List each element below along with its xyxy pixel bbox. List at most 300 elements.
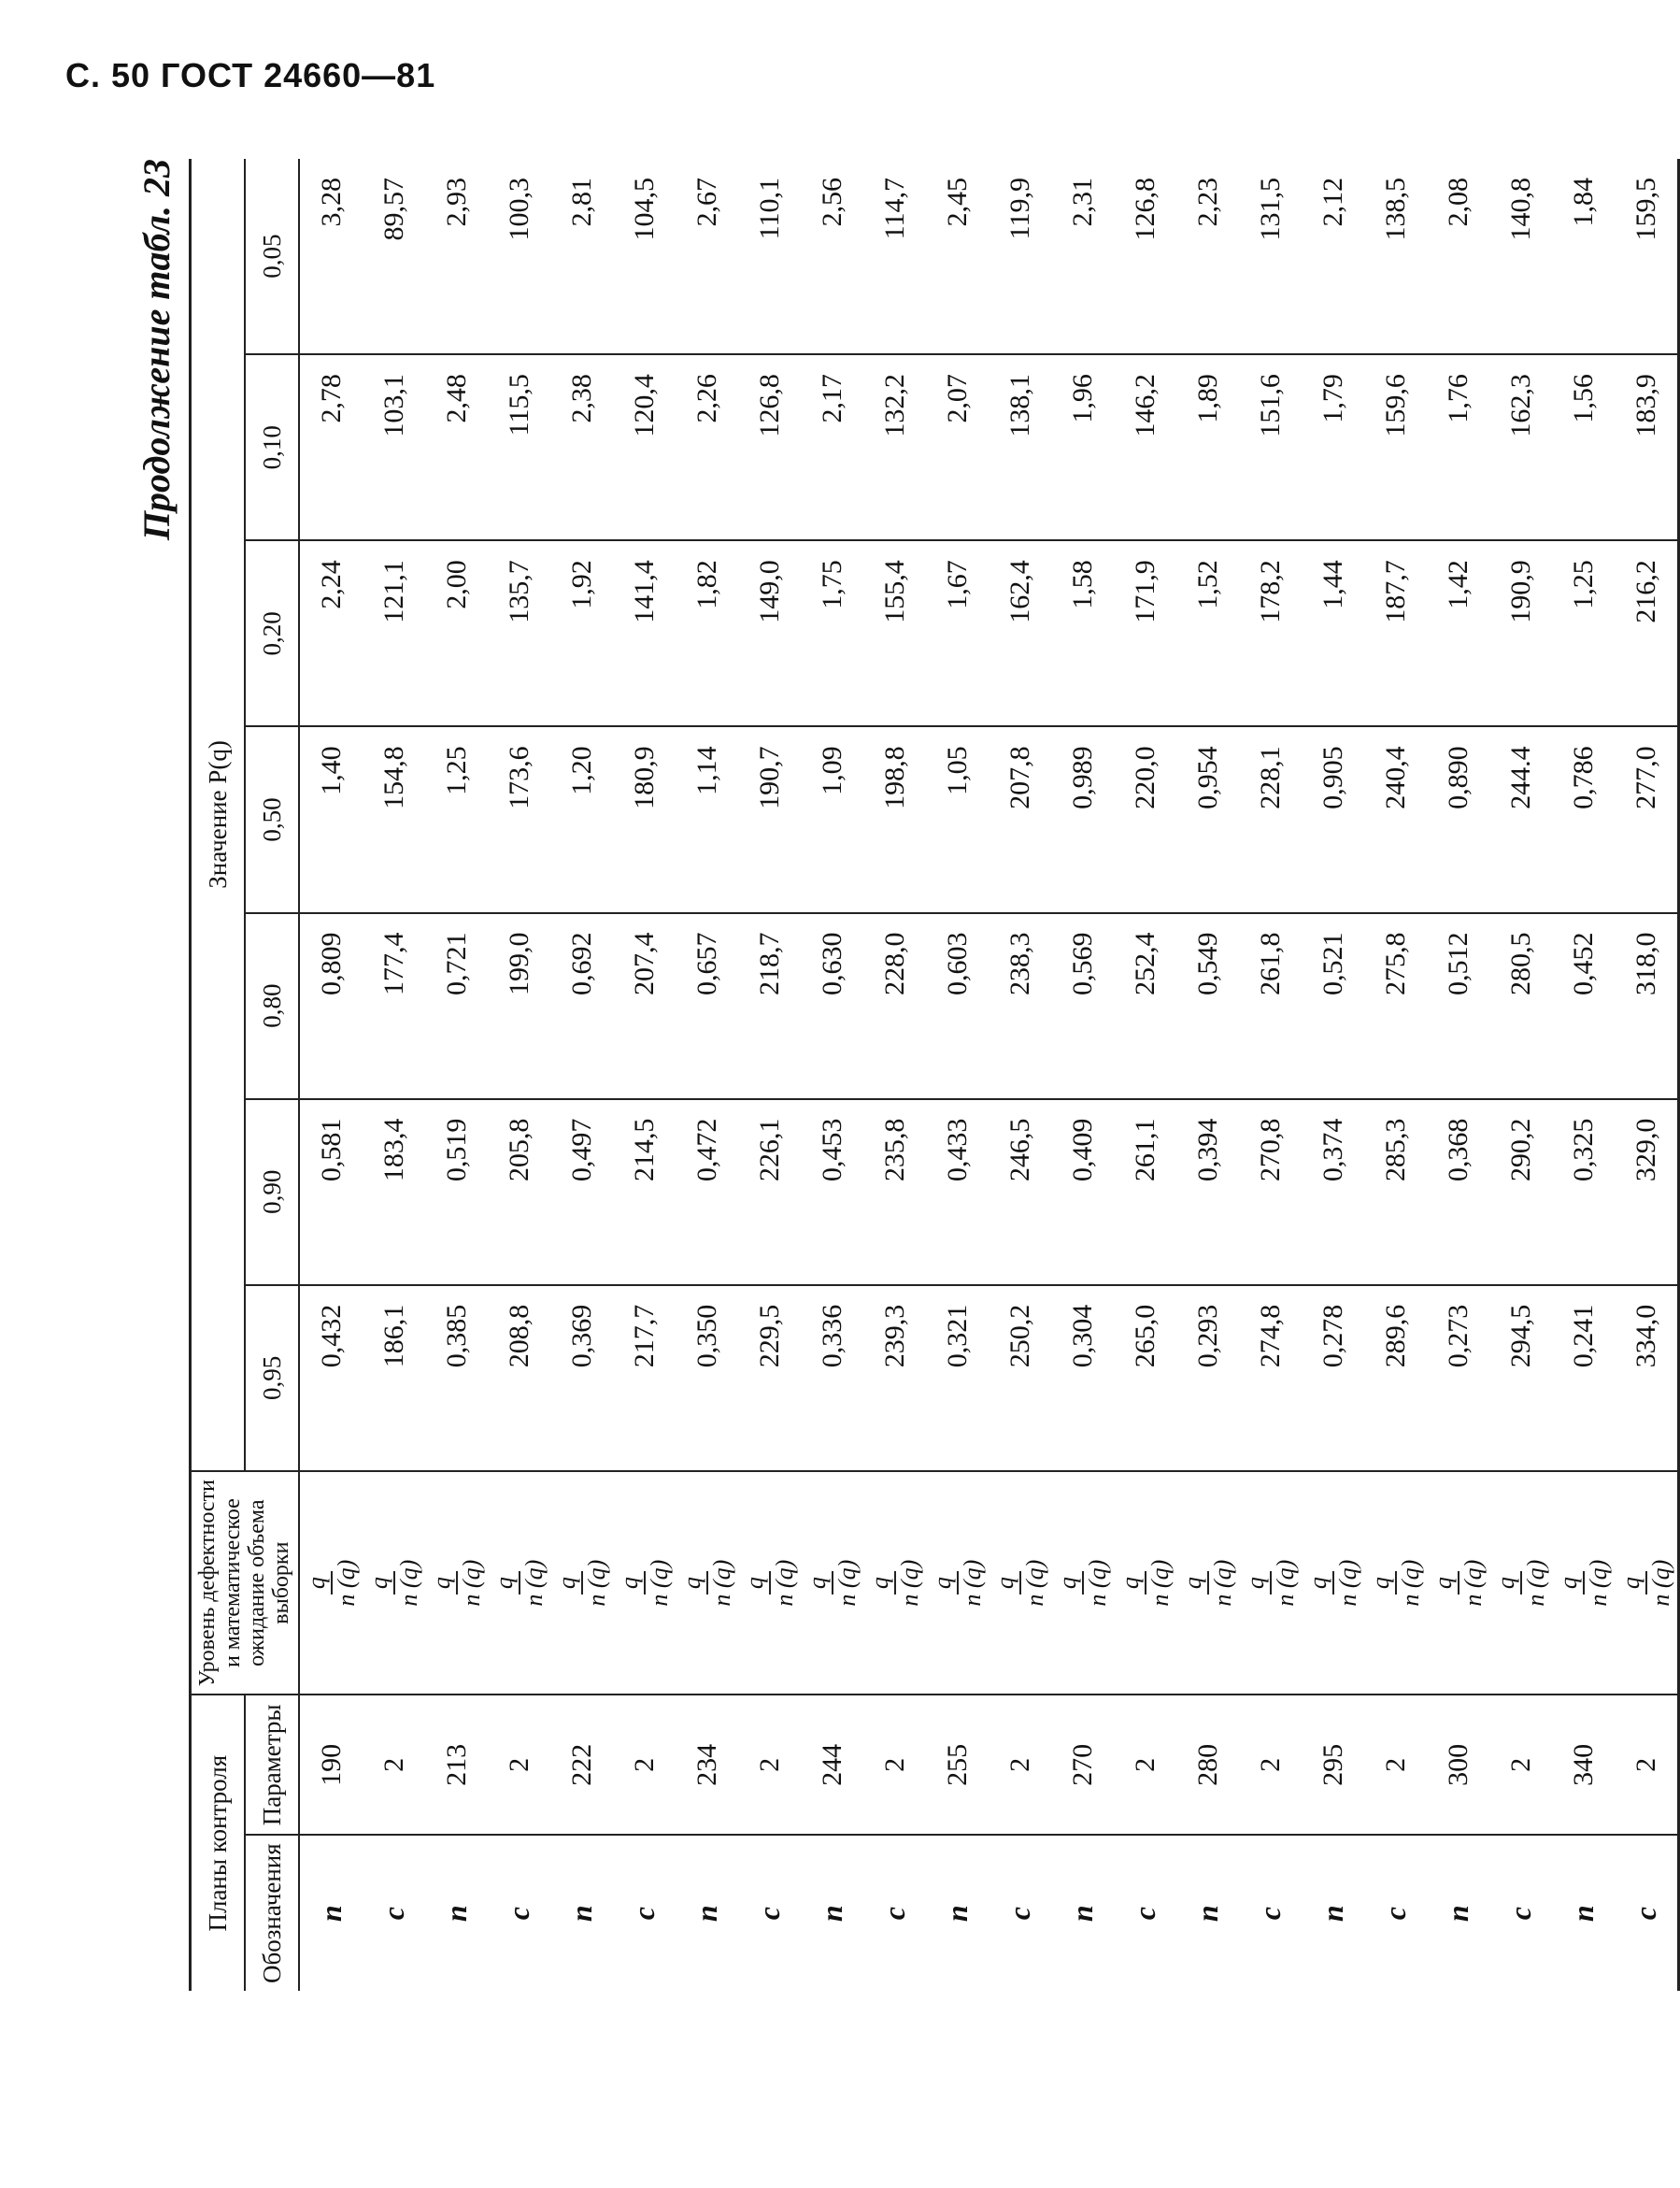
table-row xyxy=(1114,159,1176,1991)
fraction-denominator: n (q) xyxy=(958,1559,986,1607)
value-cell: 140,8 xyxy=(1489,159,1552,354)
value-cell: 131,5 xyxy=(1239,159,1302,354)
value-cell: 0,304 xyxy=(1051,1285,1114,1471)
value-cell: 2,31 xyxy=(1051,159,1114,354)
value-cell: 100,3 xyxy=(488,159,550,354)
designation-cell: n xyxy=(1566,1905,1600,1923)
value-cell: 228,1 xyxy=(1239,726,1302,912)
value-cell: 132,2 xyxy=(863,354,926,540)
value-cell: 173,6 xyxy=(488,726,550,912)
value-cell: 250,2 xyxy=(989,1285,1051,1471)
fraction-numerator: q xyxy=(430,1571,458,1595)
value-cell: 178,2 xyxy=(1239,540,1302,726)
value-cell: 252,4 xyxy=(1114,913,1176,1099)
value-cell: 126,8 xyxy=(1114,159,1176,354)
param-cell: 2 xyxy=(1489,1695,1552,1835)
table-row xyxy=(801,159,863,1991)
level-cell xyxy=(863,1471,926,1695)
value-cell: 114,7 xyxy=(863,159,926,354)
value-cell: 0,905 xyxy=(1302,726,1364,912)
designation-cell: n xyxy=(564,1905,598,1923)
value-cell: 198,8 xyxy=(863,726,926,912)
fraction-numerator: q xyxy=(931,1571,959,1595)
value-cell: 1,58 xyxy=(1051,540,1114,726)
value-cell: 2,17 xyxy=(801,354,863,540)
value-cell: 0,809 xyxy=(299,913,363,1099)
value-cell: 217,7 xyxy=(613,1285,676,1471)
fraction-denominator: n (q) xyxy=(520,1559,548,1607)
value-cell: 1,52 xyxy=(1176,540,1239,726)
designation-cell: n xyxy=(1190,1905,1224,1923)
level-cell xyxy=(676,1471,738,1695)
q-over-nq-fraction xyxy=(1118,1560,1173,1607)
value-cell: 1,40 xyxy=(299,726,363,912)
fraction-numerator: q xyxy=(993,1571,1021,1595)
value-cell: 103,1 xyxy=(363,354,425,540)
designation-cell: c xyxy=(1503,1907,1537,1921)
fraction-denominator: n (q) xyxy=(833,1559,861,1607)
value-cell: 177,4 xyxy=(363,913,425,1099)
param-cell: 2 xyxy=(1364,1695,1427,1835)
value-cell: 274,8 xyxy=(1239,1285,1302,1471)
fraction-denominator: n (q) xyxy=(582,1559,610,1607)
fraction-denominator: n (q) xyxy=(1020,1559,1048,1607)
value-cell: 0,278 xyxy=(1302,1285,1364,1471)
fraction-numerator: q xyxy=(868,1571,896,1595)
value-cell: 1,42 xyxy=(1427,540,1489,726)
value-cell: 0,409 xyxy=(1051,1099,1114,1285)
fraction-numerator: q xyxy=(1557,1571,1585,1595)
fraction-denominator: n (q) xyxy=(1208,1559,1236,1607)
value-cell: 104,5 xyxy=(613,159,676,354)
value-cell: 228,0 xyxy=(863,913,926,1099)
table-row xyxy=(488,159,550,1991)
value-cell: 0,336 xyxy=(801,1285,863,1471)
value-cell: 0,581 xyxy=(299,1099,363,1285)
fraction-numerator: q xyxy=(1056,1571,1084,1595)
designation-cell: c xyxy=(502,1907,535,1921)
value-cell: 318,0 xyxy=(1615,913,1679,1099)
value-cell: 0,630 xyxy=(801,913,863,1099)
value-cell: 0,721 xyxy=(425,913,488,1099)
value-cell: 2,08 xyxy=(1427,159,1489,354)
q-over-nq-fraction xyxy=(492,1560,547,1607)
table-body xyxy=(299,159,1679,1991)
header-p-4: 0,20 xyxy=(245,540,299,726)
value-cell: 1,96 xyxy=(1051,354,1114,540)
q-over-nq-fraction xyxy=(552,1559,610,1607)
value-cell: 1,56 xyxy=(1552,354,1615,540)
designation-cell: n xyxy=(1065,1905,1099,1923)
value-cell: 1,82 xyxy=(676,540,738,726)
param-cell: 2 xyxy=(1615,1695,1679,1835)
value-cell: 159,5 xyxy=(1615,159,1679,354)
header-level: Уровень дефектности и математическое ожидание объема выборки xyxy=(191,1471,300,1695)
value-cell: 1,92 xyxy=(550,540,613,726)
fraction-denominator: n (q) xyxy=(895,1559,923,1607)
q-over-nq-fraction xyxy=(1303,1559,1361,1607)
value-cell: 216,2 xyxy=(1615,540,1679,726)
value-cell: 183,9 xyxy=(1615,354,1679,540)
value-cell: 261,1 xyxy=(1114,1099,1176,1285)
fraction-denominator: n (q) xyxy=(1146,1559,1174,1607)
level-cell xyxy=(1552,1471,1615,1695)
value-cell: 1,79 xyxy=(1302,354,1364,540)
header-p-1: 0,90 xyxy=(245,1099,299,1285)
header-p-2: 0,80 xyxy=(245,913,299,1099)
fraction-numerator: q xyxy=(1181,1571,1209,1595)
value-cell: 183,4 xyxy=(363,1099,425,1285)
value-cell: 149,0 xyxy=(738,540,801,726)
value-cell: 2,23 xyxy=(1176,159,1239,354)
value-cell: 0,452 xyxy=(1552,913,1615,1099)
table-row xyxy=(926,159,989,1991)
param-cell: 2 xyxy=(738,1695,801,1835)
value-cell: 2,81 xyxy=(550,159,613,354)
value-cell: 207,4 xyxy=(613,913,676,1099)
header-values: Значение P(q) xyxy=(191,159,246,1471)
value-cell: 0,350 xyxy=(676,1285,738,1471)
value-cell: 120,4 xyxy=(613,354,676,540)
value-cell: 1,84 xyxy=(1552,159,1615,354)
value-cell: 265,0 xyxy=(1114,1285,1176,1471)
value-cell: 235,8 xyxy=(863,1099,926,1285)
value-cell: 2,26 xyxy=(676,354,738,540)
value-cell: 121,1 xyxy=(363,540,425,726)
value-cell: 1,25 xyxy=(425,726,488,912)
designation-cell: c xyxy=(377,1907,410,1921)
param-cell: 190 xyxy=(299,1695,363,1835)
value-cell: 285,3 xyxy=(1364,1099,1427,1285)
value-cell: 289,6 xyxy=(1364,1285,1427,1471)
value-cell: 239,3 xyxy=(863,1285,926,1471)
value-cell: 334,0 xyxy=(1615,1285,1679,1471)
designation-cell: n xyxy=(690,1905,723,1923)
value-cell: 0,521 xyxy=(1302,913,1364,1099)
param-cell: 244 xyxy=(801,1695,863,1835)
page-header: С. 50 ГОСТ 24660—81 xyxy=(65,56,436,94)
q-over-nq-fraction xyxy=(740,1559,798,1607)
designation-cell: n xyxy=(815,1905,848,1923)
param-cell: 2 xyxy=(863,1695,926,1835)
fraction-numerator: q xyxy=(805,1571,833,1595)
header-p-0: 0,95 xyxy=(245,1285,299,1471)
level-cell xyxy=(1427,1471,1489,1695)
q-over-nq-fraction xyxy=(865,1559,923,1607)
value-cell: 0,394 xyxy=(1176,1099,1239,1285)
q-over-nq-fraction xyxy=(805,1560,860,1607)
header-p-5: 0,10 xyxy=(245,354,299,540)
value-cell: 0,241 xyxy=(1552,1285,1615,1471)
value-cell: 0,786 xyxy=(1552,726,1615,912)
fraction-denominator: n (q) xyxy=(1521,1559,1549,1607)
value-cell: 155,4 xyxy=(863,540,926,726)
value-cell: 3,28 xyxy=(299,159,363,354)
fraction-numerator: q xyxy=(618,1571,646,1595)
value-cell: 1,20 xyxy=(550,726,613,912)
level-cell xyxy=(1302,1471,1364,1695)
level-cell xyxy=(1615,1471,1679,1695)
value-cell: 162,4 xyxy=(989,540,1051,726)
value-cell: 141,4 xyxy=(613,540,676,726)
value-cell: 0,433 xyxy=(926,1099,989,1285)
designation-cell: n xyxy=(1441,1905,1474,1923)
fraction-numerator: q xyxy=(1369,1571,1397,1595)
designation-cell: c xyxy=(877,1907,911,1921)
value-cell: 0,512 xyxy=(1427,913,1489,1099)
fraction-denominator: n (q) xyxy=(645,1559,673,1607)
fraction-denominator: n (q) xyxy=(1083,1559,1111,1607)
value-cell: 1,09 xyxy=(801,726,863,912)
fraction-numerator: q xyxy=(743,1571,771,1595)
value-cell: 0,989 xyxy=(1051,726,1114,912)
table-row xyxy=(1615,159,1679,1991)
value-cell: 0,374 xyxy=(1302,1099,1364,1285)
value-cell: 135,7 xyxy=(488,540,550,726)
value-cell: 138,1 xyxy=(989,354,1051,540)
value-cell: 180,9 xyxy=(613,726,676,912)
q-over-nq-fraction xyxy=(1178,1559,1236,1607)
param-cell: 2 xyxy=(363,1695,425,1835)
level-cell xyxy=(1239,1471,1302,1695)
value-cell: 151,6 xyxy=(1239,354,1302,540)
value-cell: 190,9 xyxy=(1489,540,1552,726)
value-cell: 294,5 xyxy=(1489,1285,1552,1471)
q-over-nq-fraction xyxy=(1241,1559,1299,1607)
level-cell xyxy=(1114,1471,1176,1695)
value-cell: 2,93 xyxy=(425,159,488,354)
value-cell: 199,0 xyxy=(488,913,550,1099)
designation-cell: c xyxy=(1128,1907,1161,1921)
value-cell: 270,8 xyxy=(1239,1099,1302,1285)
param-cell: 295 xyxy=(1302,1695,1364,1835)
value-cell: 226,1 xyxy=(738,1099,801,1285)
param-cell: 255 xyxy=(926,1695,989,1835)
value-cell: 126,8 xyxy=(738,354,801,540)
level-cell xyxy=(926,1471,989,1695)
table-row xyxy=(550,159,613,1991)
value-cell: 1,25 xyxy=(1552,540,1615,726)
level-cell xyxy=(550,1471,613,1695)
value-cell: 187,7 xyxy=(1364,540,1427,726)
value-cell: 154,8 xyxy=(363,726,425,912)
designation-cell: c xyxy=(627,1907,661,1921)
value-cell: 205,8 xyxy=(488,1099,550,1285)
value-cell: 186,1 xyxy=(363,1285,425,1471)
value-cell: 218,7 xyxy=(738,913,801,1099)
level-cell xyxy=(989,1471,1051,1695)
fraction-numerator: q xyxy=(1306,1571,1334,1595)
q-over-nq-fraction xyxy=(1491,1559,1549,1607)
header-p-3: 0,50 xyxy=(245,726,299,912)
value-cell: 214,5 xyxy=(613,1099,676,1285)
param-cell: 234 xyxy=(676,1695,738,1835)
table-row xyxy=(1302,159,1364,1991)
designation-cell: c xyxy=(1615,1835,1679,1991)
value-cell: 246,5 xyxy=(989,1099,1051,1285)
q-over-nq-fraction xyxy=(1053,1559,1111,1607)
level-cell xyxy=(363,1471,425,1695)
value-cell: 0,890 xyxy=(1427,726,1489,912)
level-cell xyxy=(1489,1471,1552,1695)
value-cell: 0,325 xyxy=(1552,1099,1615,1285)
fraction-denominator: n (q) xyxy=(394,1559,422,1607)
value-cell: 0,657 xyxy=(676,913,738,1099)
rotated-table-container xyxy=(135,159,1674,1991)
value-cell: 0,385 xyxy=(425,1285,488,1471)
q-over-nq-fraction xyxy=(990,1559,1048,1607)
fraction-denominator: n (q) xyxy=(1646,1559,1674,1607)
value-cell: 0,432 xyxy=(299,1285,363,1471)
value-cell: 2,38 xyxy=(550,354,613,540)
q-over-nq-fraction xyxy=(1366,1559,1424,1607)
sub-header-row xyxy=(245,159,299,1991)
value-cell: 329,0 xyxy=(1615,1099,1679,1285)
value-cell: 1,67 xyxy=(926,540,989,726)
fraction-numerator: q xyxy=(1494,1571,1522,1595)
q-over-nq-fraction xyxy=(427,1559,485,1607)
value-cell: 1,44 xyxy=(1302,540,1364,726)
value-cell: 0,472 xyxy=(676,1099,738,1285)
fraction-numerator: q xyxy=(305,1571,333,1595)
value-cell: 238,3 xyxy=(989,913,1051,1099)
param-cell: 2 xyxy=(989,1695,1051,1835)
value-cell: 290,2 xyxy=(1489,1099,1552,1285)
value-cell: 115,5 xyxy=(488,354,550,540)
level-cell xyxy=(801,1471,863,1695)
table-row xyxy=(1051,159,1114,1991)
header-plans: Планы контроля xyxy=(191,1695,246,1991)
designation-cell: n xyxy=(940,1905,974,1923)
header-p-6: 0,05 xyxy=(245,159,299,354)
fraction-denominator: n (q) xyxy=(1271,1559,1299,1607)
table-row xyxy=(1364,159,1427,1991)
value-cell: 159,6 xyxy=(1364,354,1427,540)
level-cell xyxy=(738,1471,801,1695)
table-row xyxy=(425,159,488,1991)
param-cell: 2 xyxy=(488,1695,550,1835)
designation-cell: c xyxy=(752,1907,786,1921)
q-over-nq-fraction xyxy=(677,1559,735,1607)
value-cell: 171,9 xyxy=(1114,540,1176,726)
q-over-nq-fraction xyxy=(928,1559,986,1607)
value-cell: 138,5 xyxy=(1364,159,1427,354)
value-cell: 110,1 xyxy=(738,159,801,354)
value-cell: 1,89 xyxy=(1176,354,1239,540)
value-cell: 275,8 xyxy=(1364,913,1427,1099)
q-over-nq-fraction xyxy=(1616,1559,1674,1607)
fraction-denominator: n (q) xyxy=(770,1559,798,1607)
level-cell xyxy=(1051,1471,1114,1695)
fraction-denominator: n (q) xyxy=(1459,1559,1487,1607)
designation-cell: c xyxy=(1253,1907,1287,1921)
fraction-numerator: q xyxy=(1431,1571,1459,1595)
value-cell: 1,14 xyxy=(676,726,738,912)
table-row xyxy=(676,159,738,1991)
level-cell xyxy=(425,1471,488,1695)
q-over-nq-fraction xyxy=(302,1559,360,1607)
value-cell: 89,57 xyxy=(363,159,425,354)
value-cell: 0,369 xyxy=(550,1285,613,1471)
table-row xyxy=(1489,159,1552,1991)
value-cell: 244.4 xyxy=(1489,726,1552,912)
designation-cell: n xyxy=(439,1905,473,1923)
header-params: Параметры xyxy=(245,1695,299,1835)
value-cell: 0,603 xyxy=(926,913,989,1099)
table-row xyxy=(863,159,926,1991)
table-row xyxy=(989,159,1051,1991)
value-cell: 0,293 xyxy=(1176,1285,1239,1471)
value-cell: 2,48 xyxy=(425,354,488,540)
fraction-numerator: q xyxy=(680,1571,708,1595)
continuation-caption: Продолжение табл. 23 xyxy=(135,159,178,541)
data-table xyxy=(189,159,1680,1991)
fraction-denominator: n (q) xyxy=(1584,1559,1612,1607)
q-over-nq-fraction xyxy=(364,1559,422,1607)
fraction-numerator: q xyxy=(555,1571,583,1595)
value-cell: 0,569 xyxy=(1051,913,1114,1099)
value-cell: 146,2 xyxy=(1114,354,1176,540)
designation-cell: n xyxy=(314,1905,348,1923)
q-over-nq-fraction xyxy=(1554,1559,1612,1607)
fraction-numerator: q xyxy=(1619,1571,1647,1595)
fraction-numerator: q xyxy=(1244,1571,1272,1595)
table-row xyxy=(1427,159,1489,1991)
param-cell: 280 xyxy=(1176,1695,1239,1835)
param-cell: 2 xyxy=(613,1695,676,1835)
value-cell: 2,56 xyxy=(801,159,863,354)
value-cell: 2,12 xyxy=(1302,159,1364,354)
param-cell: 2 xyxy=(1114,1695,1176,1835)
designation-cell: c xyxy=(1378,1907,1412,1921)
value-cell: 2,07 xyxy=(926,354,989,540)
param-cell: 270 xyxy=(1051,1695,1114,1835)
table-row xyxy=(299,159,363,1991)
fraction-denominator: n (q) xyxy=(1333,1559,1361,1607)
value-cell: 2,78 xyxy=(299,354,363,540)
table-row xyxy=(738,159,801,1991)
value-cell: 119,9 xyxy=(989,159,1051,354)
q-over-nq-fraction xyxy=(615,1559,673,1607)
value-cell: 0,453 xyxy=(801,1099,863,1285)
value-cell: 0,368 xyxy=(1427,1099,1489,1285)
level-cell xyxy=(299,1471,363,1695)
value-cell: 0,692 xyxy=(550,913,613,1099)
table-row xyxy=(613,159,676,1991)
value-cell: 220,0 xyxy=(1114,726,1176,912)
designation-cell: n xyxy=(1316,1905,1349,1923)
level-cell xyxy=(1176,1471,1239,1695)
value-cell: 162,3 xyxy=(1489,354,1552,540)
value-cell: 261,8 xyxy=(1239,913,1302,1099)
param-cell: 340 xyxy=(1552,1695,1615,1835)
value-cell: 277,0 xyxy=(1615,726,1679,912)
designation-cell: c xyxy=(1003,1907,1036,1921)
value-cell: 0,549 xyxy=(1176,913,1239,1099)
param-cell: 222 xyxy=(550,1695,613,1835)
level-cell xyxy=(1364,1471,1427,1695)
value-cell: 0,519 xyxy=(425,1099,488,1285)
value-cell: 0,954 xyxy=(1176,726,1239,912)
value-cell: 2,00 xyxy=(425,540,488,726)
value-cell: 190,7 xyxy=(738,726,801,912)
value-cell: 2,67 xyxy=(676,159,738,354)
table-row xyxy=(1552,159,1615,1991)
value-cell: 1,76 xyxy=(1427,354,1489,540)
fraction-numerator: q xyxy=(492,1571,520,1595)
value-cell: 1,05 xyxy=(926,726,989,912)
fraction-denominator: n (q) xyxy=(707,1559,735,1607)
